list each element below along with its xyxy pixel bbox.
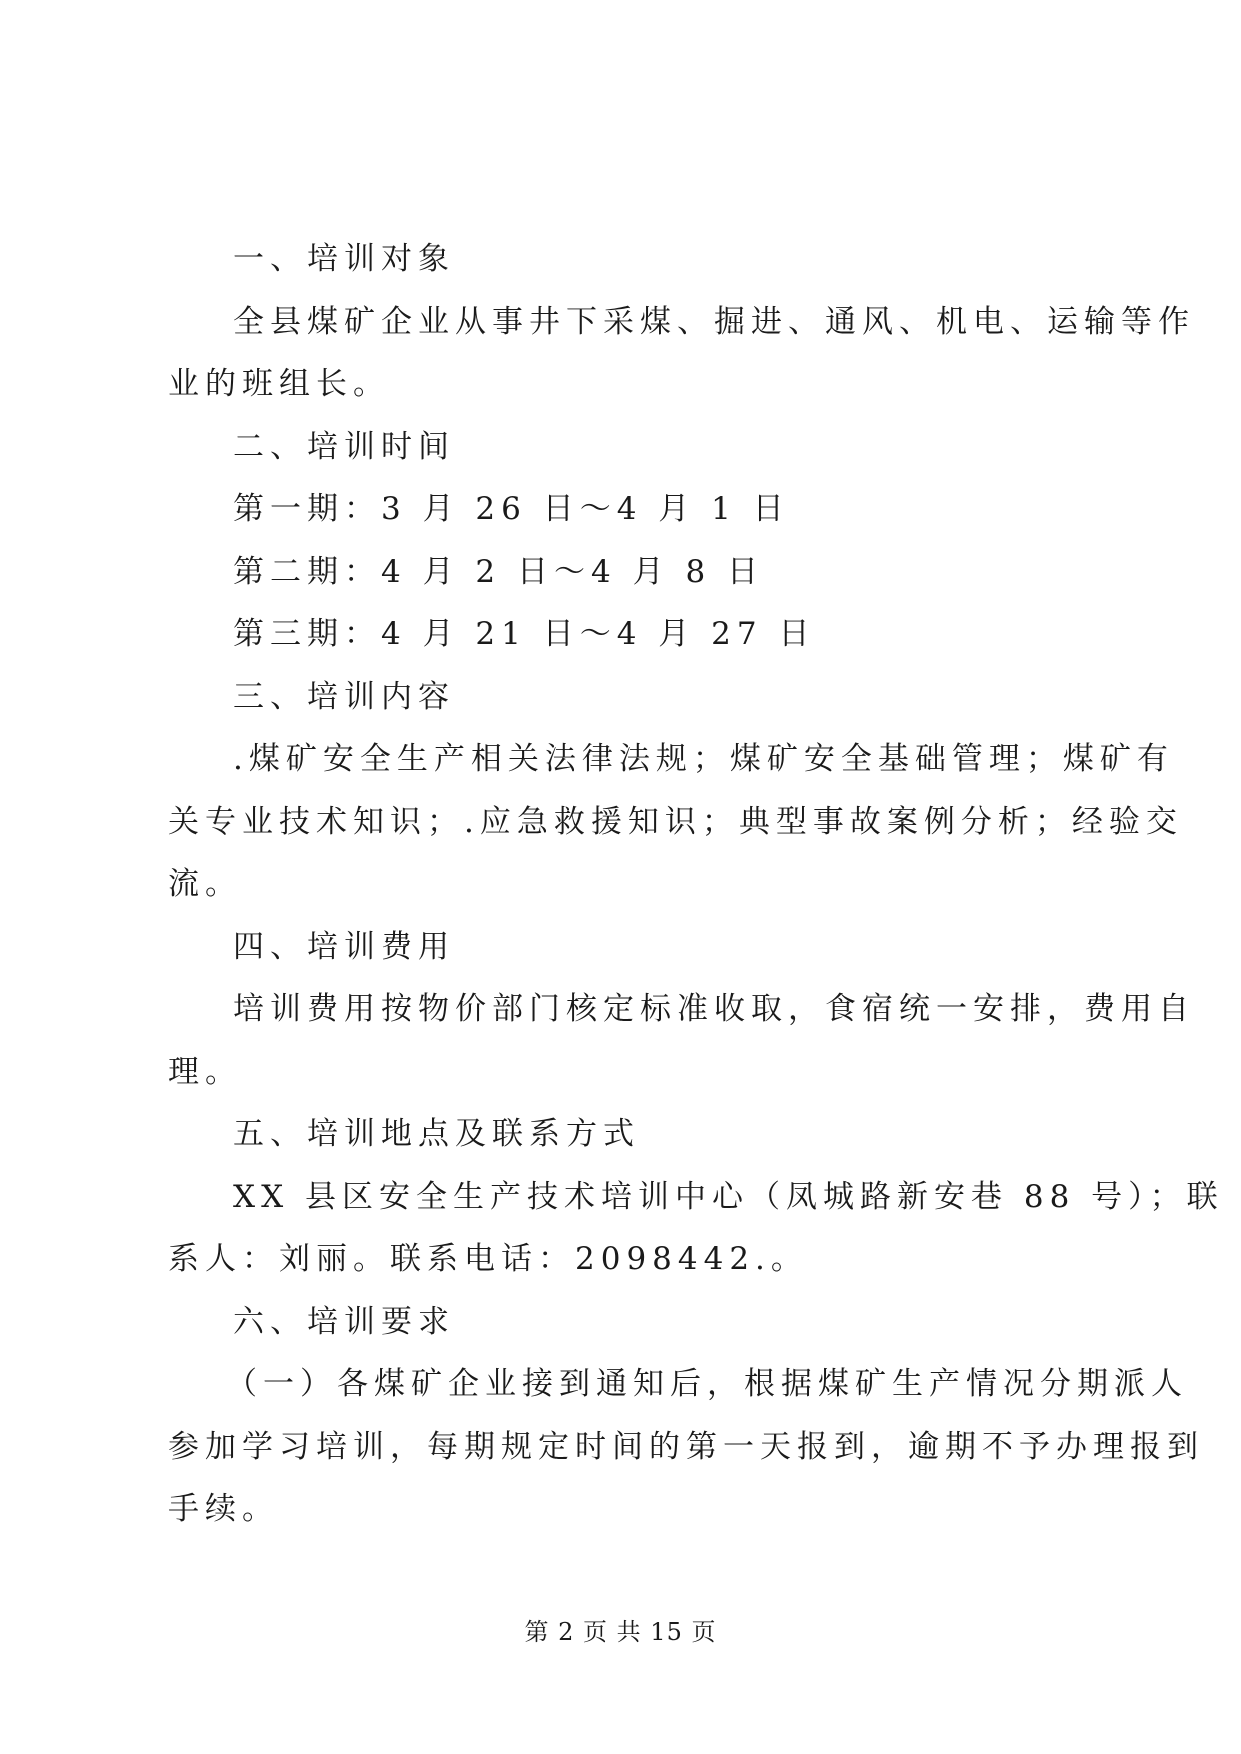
paragraph-line: 参加学习培训，每期规定时间的第一天报到，逾期不予办理报到	[168, 1428, 1204, 1465]
schedule-line-phase-1: 第一期：3 月 26 日～4 月 1 日	[233, 491, 790, 527]
paragraph-line: 培训费用按物价部门核定标准收取，食宿统一安排，费用自	[233, 991, 1195, 1027]
document-body	[168, 228, 1224, 1541]
paragraph-line: 全县煤矿企业从事井下采煤、掘进、通风、机电、运输等作	[233, 303, 1195, 340]
schedule-line-phase-2: 第二期：4 月 2 日～4 月 8 日	[233, 553, 765, 590]
section-heading-training-target: 一、培训对象	[233, 241, 455, 277]
page-number-footer: 第 2 页 共 15 页	[524, 1618, 717, 1646]
section-heading-training-content: 三、培训内容	[233, 678, 455, 715]
section-heading-training-fees: 四、培训费用	[233, 928, 455, 965]
section-heading-location-contact: 五、培训地点及联系方式	[233, 1116, 640, 1152]
schedule-line-phase-3: 第三期：4 月 21 日～4 月 27 日	[233, 616, 816, 652]
section-heading-training-time: 二、培训时间	[233, 428, 455, 465]
paragraph-line: 关专业技术知识；.应急救援知识；典型事故案例分析；经验交	[168, 803, 1183, 840]
paragraph-line: 业的班组长。	[168, 366, 390, 402]
section-heading-training-requirements: 六、培训要求	[233, 1303, 455, 1340]
paragraph-line: 系人：刘丽。联系电话：2098442.。	[168, 1241, 808, 1277]
paragraph-line: 理。	[168, 1053, 242, 1090]
paragraph-line: 流。	[168, 866, 242, 902]
paragraph-line: （一）各煤矿企业接到通知后，根据煤矿生产情况分期派人	[226, 1366, 1188, 1402]
paragraph-line: 手续。	[168, 1491, 279, 1527]
paragraph-line: .煤矿安全生产相关法律法规；煤矿安全基础管理；煤矿有	[233, 741, 1174, 777]
paragraph-line: XX 县区安全生产技术培训中心（凤城路新安巷 88 号）；联	[233, 1178, 1224, 1215]
